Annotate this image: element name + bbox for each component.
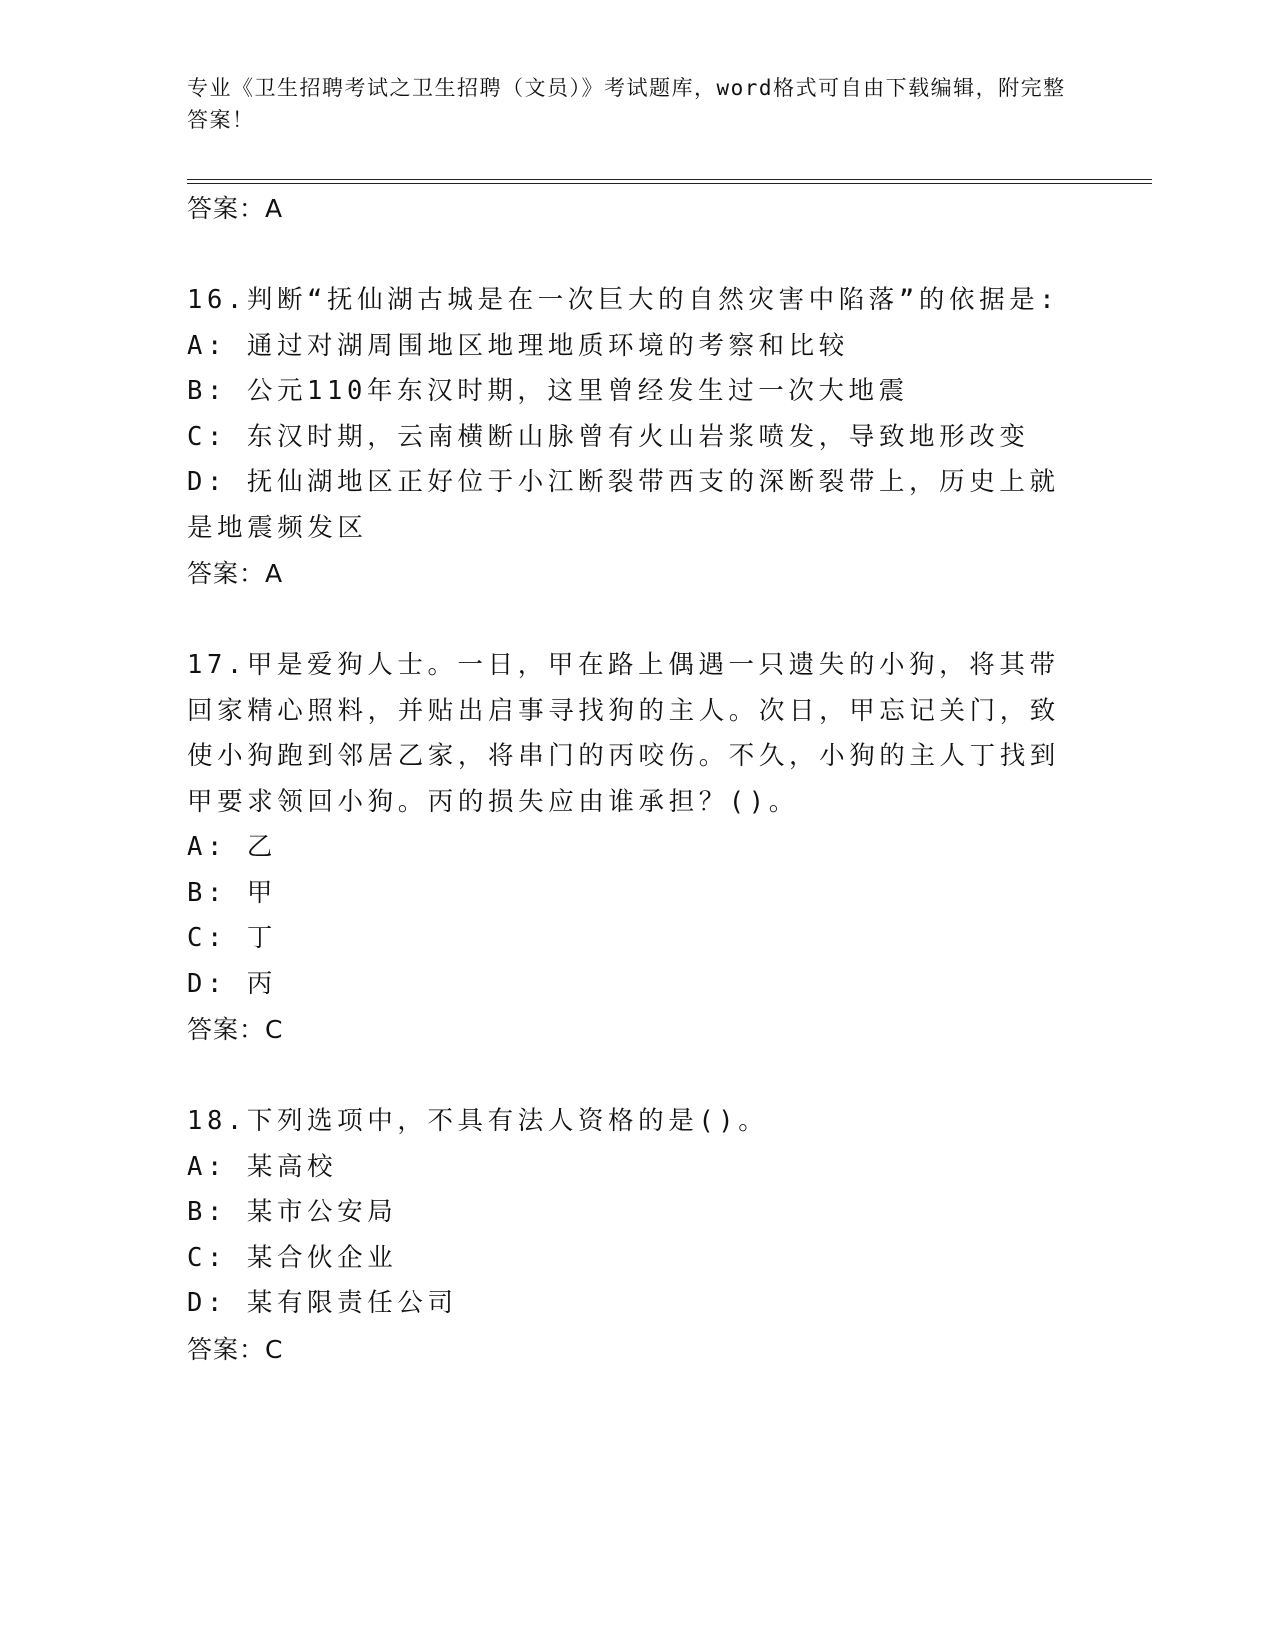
header-divider-top xyxy=(187,179,1152,180)
option-c: C: 某合伙企业 xyxy=(187,1242,398,1273)
answer-line: 答案：C xyxy=(187,1334,284,1364)
spacer xyxy=(187,1053,1087,1099)
question-list xyxy=(187,186,1087,1373)
question-block-18 xyxy=(187,1099,1087,1373)
option-b: B: 公元110年东汉时期，这里曾经发生过一次大地震 xyxy=(187,376,909,406)
question-text: 18.下列选项中，不具有法人资格的是()。 xyxy=(187,1106,769,1136)
option-d: D: 丙 xyxy=(187,968,277,999)
option-d: D: 抚仙湖地区正好位于小江断裂带西支的深断裂带上，历史上就是地震频发区 xyxy=(187,467,1060,543)
option-b: B: 某市公安局 xyxy=(187,1197,398,1227)
header-divider-bottom xyxy=(187,183,1152,184)
option-a: A: 某高校 xyxy=(187,1151,338,1182)
option-a: A: 通过对湖周围地区地理地质环境的考察和比较 xyxy=(187,330,849,361)
option-c: C: 东汉时期，云南横断山脉曾有火山岩浆喷发，导致地形改变 xyxy=(187,421,1030,452)
option-b: B: 甲 xyxy=(187,877,277,908)
question-block-16 xyxy=(187,278,1087,597)
option-c: C: 丁 xyxy=(187,923,277,953)
spacer xyxy=(187,597,1087,643)
question-text: 17.甲是爱狗人士。一日，甲在路上偶遇一只遗失的小狗，将其带回家精心照料，并贴出启事寻找狗的主人。次日，甲忘记关门，致使小狗跑到邻居乙家，将串门的丙咬伤。不久，小狗的主人丁找到甲要求领回小狗。丙的损失应由谁承担？()。 xyxy=(187,650,1060,817)
question-text: 16.判断“抚仙湖古城是在一次巨大的自然灾害中陷落”的依据是: xyxy=(187,285,1060,315)
option-a: A: 乙 xyxy=(187,832,277,862)
spacer xyxy=(187,232,1087,278)
answer-line: 答案：C xyxy=(187,1015,284,1044)
question-block-17 xyxy=(187,643,1087,1053)
answer-line: 答案：A xyxy=(187,559,284,588)
document-header: 专业《卫生招聘考试之卫生招聘（文员）》考试题库，word格式可自由下载编辑，附完整答案！ xyxy=(187,76,1066,132)
option-d: D: 某有限责任公司 xyxy=(187,1288,458,1318)
answer-line: 答案：A xyxy=(187,194,284,223)
